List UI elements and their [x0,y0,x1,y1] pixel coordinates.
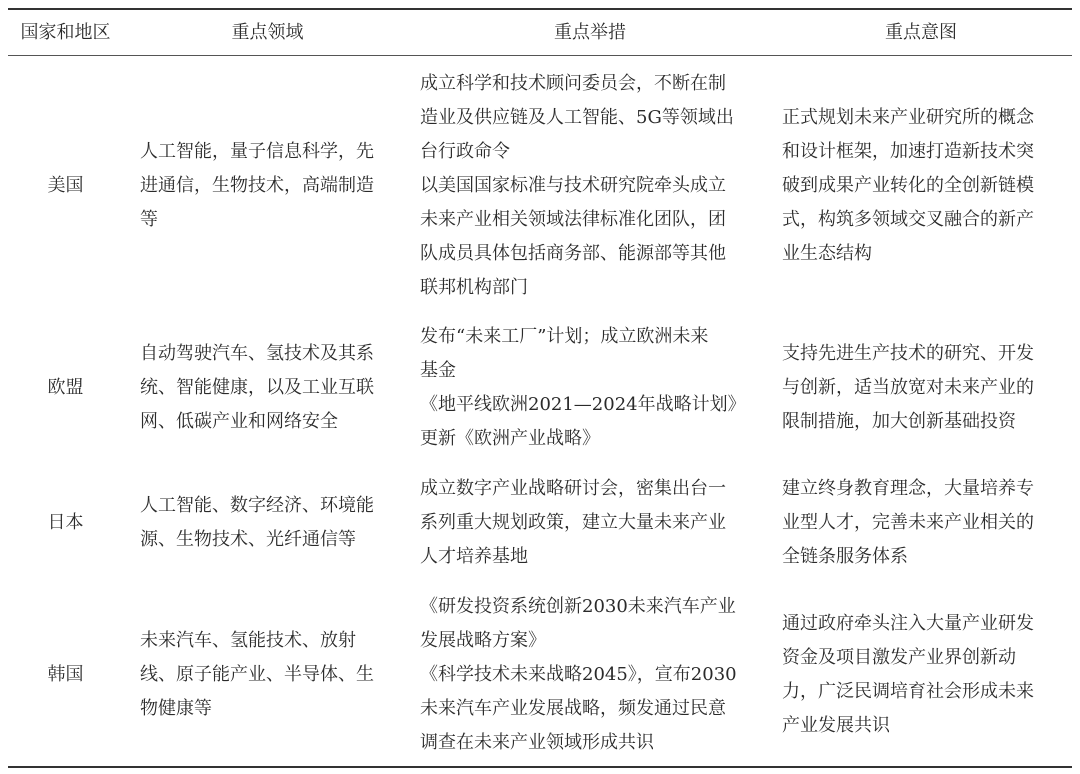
row-fields: 人工智能、数字经济、环境能 源、生物技术、光纤通信等 [140,495,374,550]
row-fields: 人工智能，量子信息科学，先 进通信，生物技术，高端制造 等 [140,141,374,230]
row-fields: 自动驾驶汽车、氢技术及其系 统、智能健康，以及工业互联 网、低碳产业和网络安全 [140,343,374,432]
row-measures: 《研发投资系统创新2030未来汽车产业 发展战略方案》 《科学技术未来战略2045》，宣布2030 未来汽车产业发展战略，频发通过民意 调查在未来产业领域形成共识 [420,596,737,753]
row-measures: 成立科学和技术顾问委员会，不断在制 造业及供应链及人工智能、5G等领域出 台行政命令 以美国国家标准与技术研究院牵头成立 未来产业相关领域法律标准化团队，团 队成员具体包括商务部、能源部等其他 联邦机构部门 [420,73,734,298]
row-intent: 正式规划未来产业研究所的概念 和设计框架，加速打造新技术突 破到成果产业转化的全创新链模 式，构筑多领域交叉融合的新产 业生态结构 [782,107,1034,264]
table-bottom-rule [8,766,1072,768]
row-country: 美国 [47,175,84,196]
header-intent: 重点意图 [885,22,957,43]
row-measures: 发布“未来工厂”计划；成立欧洲未来 基金 《地平线欧洲2021—2024年战略计划》 更新《欧洲产业战略》 [420,326,746,449]
header-divider-rule [8,55,1072,56]
header-measures: 重点举措 [554,22,626,43]
row-measures: 成立数字产业战略研讨会，密集出台一 系列重大规划政策，建立大量未来产业 人才培养基地 [420,478,726,567]
header-country: 国家和地区 [20,22,111,43]
row-country: 欧盟 [47,377,84,398]
row-country: 日本 [47,512,84,533]
row-fields: 未来汽车、氢能技术、放射 线、原子能产业、半导体、生 物健康等 [140,630,374,719]
row-intent: 建立终身教育理念，大量培养专 业型人才，完善未来产业相关的 全链条服务体系 [782,478,1034,567]
row-intent: 支持先进生产技术的研究、开发 与创新，适当放宽对未来产业的 限制措施，加大创新基础投资 [782,343,1034,432]
header-fields: 重点领域 [231,22,304,43]
row-intent: 通过政府牵头注入大量产业研发 资金及项目激发产业界创新动 力，广泛民调培育社会形成未来 产业发展共识 [782,613,1034,736]
row-country: 韩国 [47,664,84,685]
